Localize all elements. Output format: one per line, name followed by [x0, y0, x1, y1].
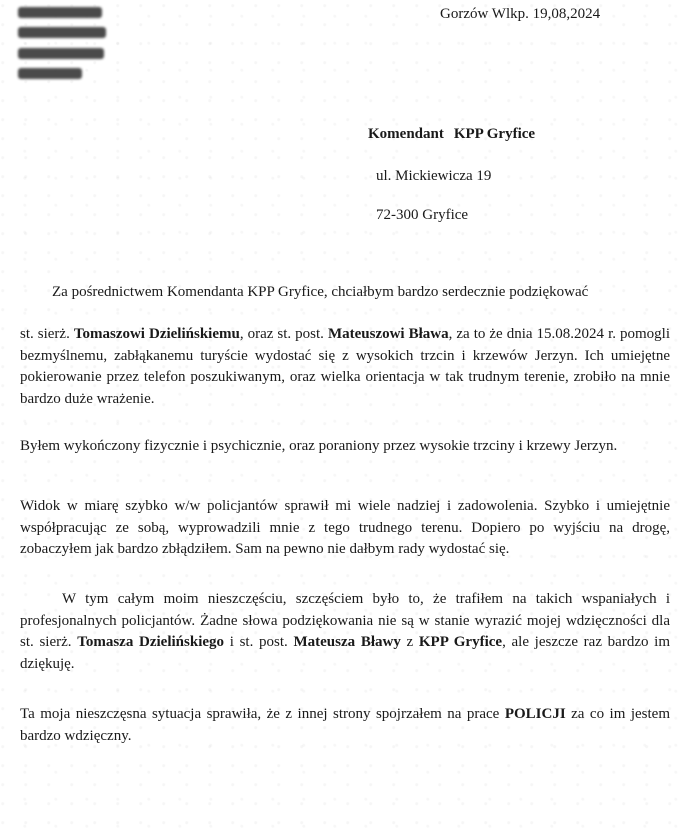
recipient-title — [368, 124, 535, 144]
paragraph-3: Widok w miarę szybko w/w policjantów sprawił mi wiele nadziej i zadowolenia. Szybko i umiejętnie współpracując ze sobą, wyprowadzili mnie z tego trudnego terenu. Dopiero po wyjściu na drogę, zobaczyłem jak bardzo zbłądziłem. Sam na pewno nie dałbym rady wydostać się. — [20, 498, 670, 557]
p5-text-a: Ta moja nieszczęsna sytuacja sprawiła, że z innej strony spojrzałem na prace — [20, 706, 505, 722]
p4-text-b: i st. post. — [224, 634, 294, 650]
p1-text-c: , za to że dnia 15.08.2024 r. pomogli bezmyślnemu, zabłąkanemu turyście wydostać się z wysokich trzcin i krzewów Jerzyn. Ich umiejętne pokierowanie przez telefon poszukiwanym, oraz wielka orientacja w tak trudnym terenie, zrobiło na mnie bardzo duże wrażenie. — [20, 326, 671, 407]
p4-officer-name-2: Mateusza Bławy — [293, 634, 401, 650]
p4-text-c: z — [400, 634, 419, 650]
paragraph-2: Byłem wykończony fizycznie i psychicznie, oraz poraniony przez wysokie trzciny i krzewy Jerzyn. — [20, 438, 618, 454]
redacted-sender-line — [18, 27, 106, 38]
p4-unit: KPP Gryfice — [418, 634, 503, 650]
p1-text-b: , oraz st. post. — [239, 326, 328, 342]
p1-officer-name-2: Mateuszowi Bława — [327, 326, 449, 342]
recipient-street: ul. Mickiewicza 19 — [376, 168, 492, 184]
recipient-city: 72-300 Gryfice — [376, 207, 469, 223]
letter-intro: Za pośrednictwem Komendanta KPP Gryfice, chciałbym bardzo serdecznie podziękować — [52, 284, 589, 300]
paragraph-4 — [20, 589, 670, 675]
p4-text-d: , ale jeszcze raz bardzo im dziękuję. — [20, 634, 671, 672]
p4-text-a: W tym całym moim nieszczęściu, szczęściem było to, że trafiłem na takich wspaniałych i profesjonalnych policjantów. Żadne słowa podziękowania nie są w stanie wyrazić mojej wdzięczności dla st. sierż. — [20, 591, 670, 650]
paragraph-1 — [20, 324, 670, 410]
redacted-sender-line — [18, 48, 104, 59]
p5-text-b: za co im jestem bardzo wdzięczny. — [20, 706, 670, 744]
redacted-sender-line — [18, 68, 82, 79]
p5-emphasis: POLICJI — [504, 706, 566, 722]
p4-officer-name-1: Tomasza Dzielińskiego — [77, 634, 225, 650]
place-date: Gorzów Wlkp. 19,08,2024 — [440, 6, 601, 22]
p1-officer-name-1: Tomaszowi Dzielińskiemu — [73, 326, 240, 342]
redacted-sender-line — [18, 7, 102, 18]
recipient-title-unit: KPP Gryfice — [453, 126, 536, 142]
paragraph-5 — [20, 704, 670, 747]
recipient-title-prefix: Komendant — [368, 126, 444, 142]
p1-text-a: st. sierż. — [20, 326, 74, 342]
